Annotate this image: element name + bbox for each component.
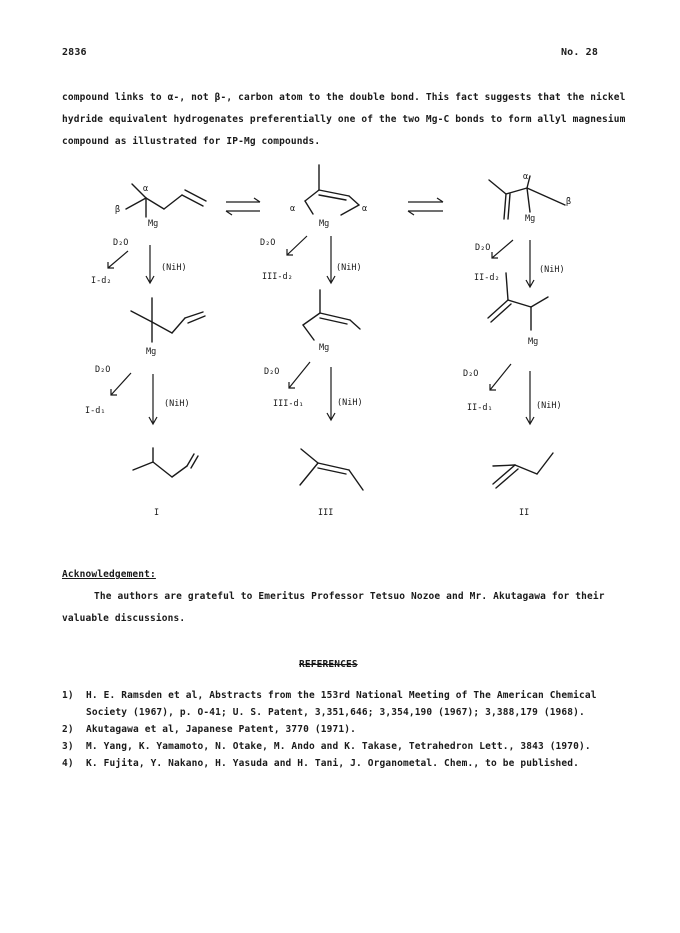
d2o-label: D₂O [260, 238, 276, 248]
equilibrium-arrow-1 [226, 198, 260, 215]
d2o-label: D₂O [475, 243, 491, 253]
d2o-label: D₂O [95, 365, 111, 375]
beta-label: β [566, 197, 572, 207]
reference-1-line-1: H. E. Ramsden et al, Abstracts from the 153rd National Meeting of The American Chemical [86, 690, 597, 701]
label-iii-d2: III-d₂ [262, 272, 293, 282]
d2o-arrow-row2-col1 [85, 365, 131, 416]
reference-3-number: 3) [62, 741, 74, 752]
alpha-label-right: α [362, 204, 368, 214]
d2o-label: D₂O [463, 369, 479, 379]
product-label-iii: III [318, 508, 334, 518]
intro-line-1: compound links to α-, not β-, carbon atom to the double bond. This fact suggests that the nickel [62, 92, 626, 103]
reference-1-number: 1) [62, 690, 74, 701]
structure-product-ii [493, 453, 553, 488]
acknowledgement-line-1: The authors are grateful to Emeritus Professor Tetsuo Nozoe and Mr. Akutagawa for their [94, 591, 605, 602]
nih-label: (NiH) [336, 263, 362, 273]
nih-label: (NiH) [164, 399, 190, 409]
mg-label: Mg [528, 337, 539, 347]
structure-isopropenyl-mg [488, 273, 548, 347]
reference-2-number: 2) [62, 724, 74, 735]
d2o-arrow-row2-col3 [463, 364, 511, 413]
reference-1-line-2: Society (1967), p. O-41; U. S. Patent, 3,351,646; 3,354,190 (1967); 3,388,179 (1968). [86, 707, 585, 718]
structure-allyl-mg-cyclic [290, 165, 367, 229]
d2o-arrow-col2 [260, 236, 307, 282]
mg-label: Mg [525, 214, 536, 224]
mg-label: Mg [319, 219, 330, 229]
d2o-arrow-row2-col2 [264, 362, 310, 409]
mg-label: Mg [146, 347, 157, 357]
nih-arrow-row2-col2 [327, 367, 363, 420]
d2o-arrow-col3 [474, 240, 513, 283]
product-label-i: I [154, 508, 160, 518]
reference-4-line-1: K. Fujita, Y. Nakano, H. Yasuda and H. Tani, J. Organometal. Chem., to be published. [86, 758, 580, 769]
intro-line-2: hydride equivalent hydrogenates preferentially one of the two Mg-C bonds to form allyl magnesium [62, 114, 626, 125]
nih-label: (NiH) [539, 265, 565, 275]
label-i-d1: I-d₁ [85, 406, 106, 416]
nih-label: (NiH) [337, 398, 363, 408]
reference-4-number: 4) [62, 758, 74, 769]
page-number: 2836 [62, 47, 87, 58]
equilibrium-arrow-2 [408, 198, 443, 215]
acknowledgement-heading: Acknowledgement: [62, 569, 156, 580]
structure-tert-allyl-mg [131, 298, 205, 357]
journal-issue: No. 28 [561, 47, 599, 58]
alpha-label: α [143, 184, 149, 194]
label-ii-d2: II-d₂ [474, 273, 500, 283]
intro-line-3: compound as illustrated for IP-Mg compounds. [62, 136, 321, 147]
structure-ip-mg-beta [489, 172, 571, 224]
nih-arrow-row2-col1 [149, 374, 190, 424]
structure-product-i [133, 448, 198, 477]
d2o-label: D₂O [113, 238, 129, 248]
reference-2-line-1: Akutagawa et al, Japanese Patent, 3770 (1971). [86, 724, 356, 735]
nih-label: (NiH) [161, 263, 187, 273]
beta-label: β [115, 205, 121, 215]
nih-arrow-col2 [327, 236, 362, 283]
nih-label: (NiH) [536, 401, 562, 411]
product-label-ii: II [519, 508, 530, 518]
mg-label: Mg [319, 343, 330, 353]
d2o-label: D₂O [264, 367, 280, 377]
acknowledgement-line-2: valuable discussions. [62, 613, 186, 624]
references-heading: REFERENCES [299, 659, 358, 670]
structure-prenyl-mg [303, 290, 360, 353]
nih-arrow-col1 [146, 245, 187, 283]
alpha-label: α [523, 172, 529, 182]
structure-product-iii [300, 449, 363, 490]
reference-3-line-1: M. Yang, K. Yamamoto, N. Otake, M. Ando and K. Takase, Tetrahedron Lett., 3843 (1970). [86, 741, 591, 752]
nih-arrow-row2-col3 [526, 371, 562, 424]
nih-arrow-col3 [526, 240, 565, 287]
label-i-d2: I-d₂ [91, 276, 112, 286]
d2o-arrow-col1 [91, 238, 128, 286]
label-iii-d1: III-d₁ [273, 399, 304, 409]
structure-ip-mg-alpha [115, 184, 206, 229]
mg-label: Mg [148, 219, 159, 229]
alpha-label-left: α [290, 204, 296, 214]
label-ii-d1: II-d₁ [467, 403, 493, 413]
